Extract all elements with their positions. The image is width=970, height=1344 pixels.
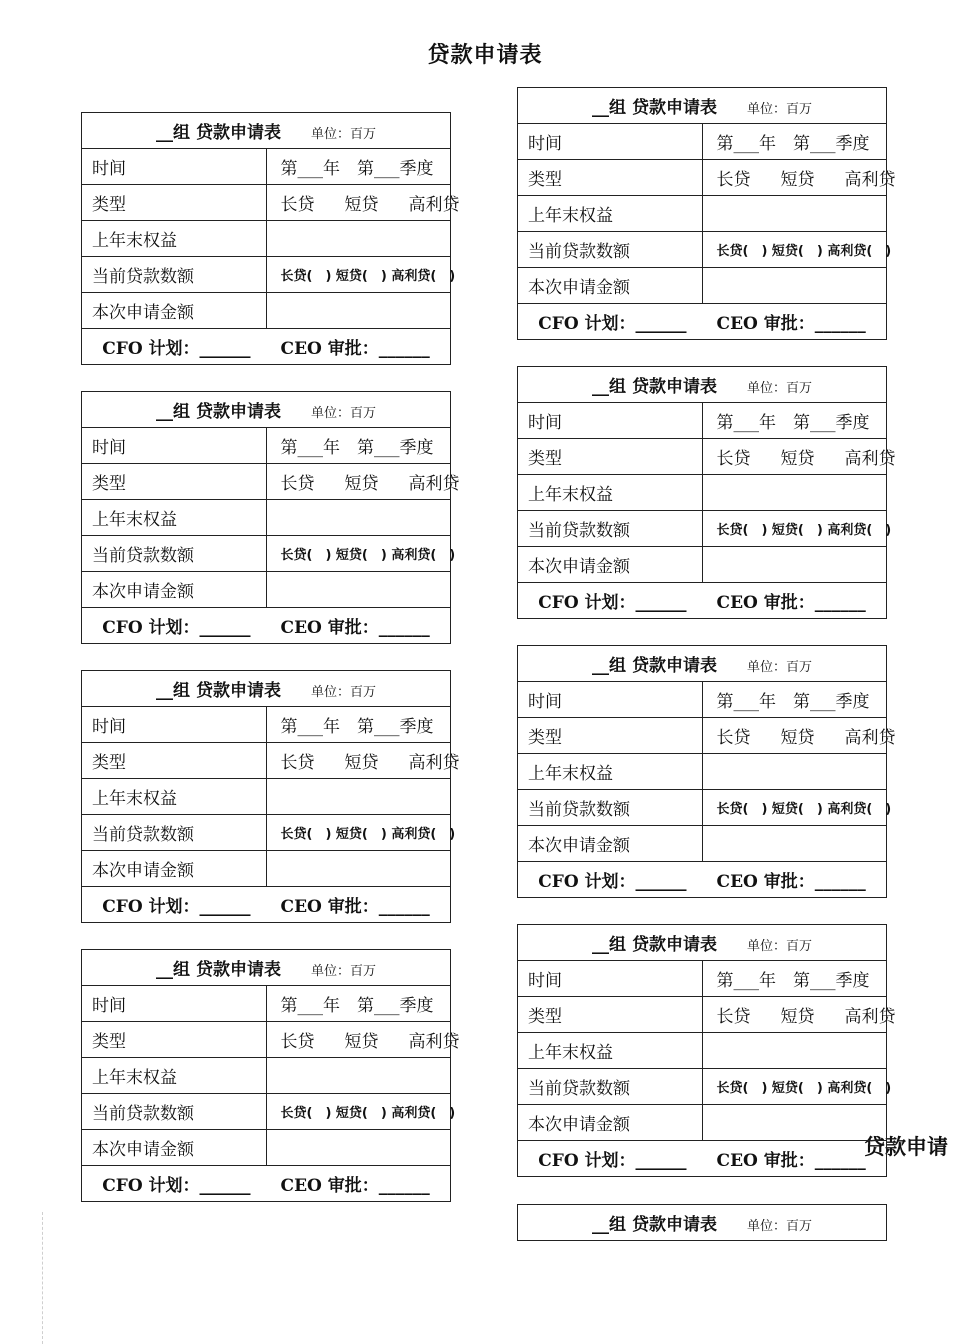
loan-application-form bbox=[517, 366, 896, 619]
equity-row bbox=[518, 1033, 887, 1069]
partial-page-title: 贷款申请 bbox=[864, 1134, 948, 1159]
unit-label: 单位：百万 bbox=[310, 964, 376, 979]
apply-amount-label: 本次申请金额 bbox=[82, 572, 267, 608]
ceo-approval[interactable]: CEO 审批：______ bbox=[716, 1151, 866, 1171]
type-option-long[interactable]: 长贷 bbox=[280, 1032, 315, 1052]
type-option-long[interactable]: 长贷 bbox=[280, 474, 315, 494]
loan-application-form bbox=[81, 949, 460, 1202]
ceo-approval[interactable]: CEO 审批：______ bbox=[280, 1176, 430, 1196]
current-loan-label: 当前贷款数额 bbox=[82, 257, 267, 293]
ceo-approval[interactable]: CEO 审批：______ bbox=[716, 872, 866, 892]
time-label: 时间 bbox=[82, 149, 267, 185]
cfo-plan[interactable]: CFO 计划：______ bbox=[102, 897, 251, 917]
type-option-long[interactable]: 长贷 bbox=[280, 753, 315, 773]
ceo-approval[interactable]: CEO 审批：______ bbox=[280, 897, 430, 917]
type-option-high[interactable]: 高利贷 bbox=[844, 1007, 896, 1027]
type-options[interactable] bbox=[702, 160, 896, 196]
type-row bbox=[518, 997, 887, 1033]
loan-application-form bbox=[517, 87, 896, 340]
apply-amount-label: 本次申请金额 bbox=[518, 826, 703, 862]
apply-amount-row bbox=[518, 547, 887, 583]
unit-label: 单位：百万 bbox=[746, 660, 812, 675]
group-blank: __组 bbox=[591, 935, 626, 955]
type-options[interactable] bbox=[266, 743, 460, 779]
current-loan-row bbox=[82, 257, 451, 293]
approval-cell bbox=[518, 862, 887, 898]
type-label: 类型 bbox=[518, 997, 703, 1033]
current-loan-row bbox=[518, 1069, 887, 1105]
type-option-high[interactable]: 高利贷 bbox=[408, 753, 460, 773]
approval-row bbox=[518, 583, 887, 619]
equity-field[interactable] bbox=[266, 221, 451, 257]
apply-amount-row bbox=[518, 1105, 887, 1141]
type-row bbox=[82, 464, 451, 500]
time-row bbox=[82, 149, 451, 185]
form-header bbox=[82, 950, 451, 986]
approval-cell bbox=[82, 887, 451, 923]
equity-label: 上年末权益 bbox=[82, 221, 267, 257]
form-title: 贷款申请表 bbox=[631, 1215, 717, 1235]
time-field[interactable]: 第___年 第___季度 bbox=[266, 428, 451, 464]
equity-field[interactable] bbox=[266, 1058, 451, 1094]
type-row bbox=[518, 439, 887, 475]
ceo-approval[interactable]: CEO 审批：______ bbox=[280, 618, 430, 638]
type-option-long[interactable]: 长贷 bbox=[280, 195, 315, 215]
loan-application-form bbox=[81, 112, 460, 365]
form-header bbox=[518, 1205, 887, 1241]
approval-row bbox=[518, 862, 887, 898]
type-option-high[interactable]: 高利贷 bbox=[844, 170, 896, 190]
form-header bbox=[518, 367, 887, 403]
type-option-short[interactable]: 短贷 bbox=[780, 728, 815, 748]
equity-label: 上年末权益 bbox=[518, 196, 703, 232]
equity-label: 上年末权益 bbox=[518, 475, 703, 511]
type-label: 类型 bbox=[82, 464, 267, 500]
time-label: 时间 bbox=[518, 403, 703, 439]
type-row bbox=[518, 718, 887, 754]
loan-application-form bbox=[81, 670, 460, 923]
equity-field[interactable] bbox=[266, 500, 451, 536]
equity-field[interactable] bbox=[702, 1033, 887, 1069]
time-row bbox=[518, 961, 887, 997]
form-header-row bbox=[518, 646, 887, 682]
current-loan-row bbox=[82, 536, 451, 572]
form-title: 贷款申请表 bbox=[195, 681, 281, 701]
approval-cell bbox=[518, 304, 887, 340]
current-loan-field[interactable]: 长贷( ) 短贷( ) 高利贷( ) bbox=[702, 1069, 887, 1105]
type-row bbox=[82, 185, 451, 221]
cfo-plan[interactable]: CFO 计划：______ bbox=[102, 1176, 251, 1196]
unit-label: 单位：百万 bbox=[746, 1219, 812, 1234]
type-option-high[interactable]: 高利贷 bbox=[408, 195, 460, 215]
type-row bbox=[518, 160, 887, 196]
time-label: 时间 bbox=[82, 707, 267, 743]
group-blank: __组 bbox=[155, 402, 190, 422]
loan-application-form bbox=[81, 391, 460, 644]
form-title: 贷款申请表 bbox=[631, 377, 717, 397]
form-title: 贷款申请表 bbox=[195, 123, 281, 143]
cfo-plan[interactable]: CFO 计划：______ bbox=[538, 314, 687, 334]
current-loan-field[interactable]: 长贷( ) 短贷( ) 高利贷( ) bbox=[266, 1094, 451, 1130]
time-row bbox=[518, 124, 887, 160]
time-label: 时间 bbox=[518, 961, 703, 997]
apply-amount-field[interactable] bbox=[702, 1105, 887, 1141]
type-row bbox=[82, 743, 451, 779]
form-header-row bbox=[82, 392, 451, 428]
loan-application-form bbox=[517, 645, 896, 898]
form-header-row bbox=[82, 113, 451, 149]
time-label: 时间 bbox=[518, 682, 703, 718]
time-label: 时间 bbox=[82, 428, 267, 464]
approval-cell bbox=[82, 1166, 451, 1202]
apply-amount-field[interactable] bbox=[266, 1130, 451, 1166]
cut-guide-line bbox=[42, 1212, 43, 1344]
form-header-row bbox=[518, 367, 887, 403]
time-field[interactable]: 第___年 第___季度 bbox=[266, 986, 451, 1022]
type-option-long[interactable]: 长贷 bbox=[716, 728, 751, 748]
type-option-short[interactable]: 短贷 bbox=[780, 1007, 815, 1027]
time-field[interactable]: 第___年 第___季度 bbox=[702, 961, 887, 997]
equity-label: 上年末权益 bbox=[82, 500, 267, 536]
group-blank: __组 bbox=[591, 656, 626, 676]
time-row bbox=[82, 707, 451, 743]
current-loan-label: 当前贷款数额 bbox=[82, 536, 267, 572]
type-option-high[interactable]: 高利贷 bbox=[844, 728, 896, 748]
type-option-high[interactable]: 高利贷 bbox=[408, 1032, 460, 1052]
cfo-plan[interactable]: CFO 计划：______ bbox=[102, 339, 251, 359]
approval-row bbox=[518, 304, 887, 340]
form-title: 贷款申请表 bbox=[195, 960, 281, 980]
apply-amount-row bbox=[82, 293, 451, 329]
current-loan-label: 当前贷款数额 bbox=[518, 511, 703, 547]
current-loan-field[interactable]: 长贷( ) 短贷( ) 高利贷( ) bbox=[702, 790, 887, 826]
approval-row bbox=[82, 1166, 451, 1202]
apply-amount-label: 本次申请金额 bbox=[518, 1105, 703, 1141]
loan-application-form-partial bbox=[517, 1204, 887, 1241]
ceo-approval[interactable]: CEO 审批：______ bbox=[716, 593, 866, 613]
time-row bbox=[82, 986, 451, 1022]
equity-field[interactable] bbox=[702, 754, 887, 790]
equity-label: 上年末权益 bbox=[82, 779, 267, 815]
type-option-short[interactable]: 短贷 bbox=[344, 474, 379, 494]
time-row bbox=[518, 682, 887, 718]
apply-amount-label: 本次申请金额 bbox=[82, 293, 267, 329]
type-option-short[interactable]: 短贷 bbox=[344, 1032, 379, 1052]
apply-amount-field[interactable] bbox=[266, 572, 451, 608]
time-field[interactable]: 第___年 第___季度 bbox=[702, 682, 887, 718]
approval-cell bbox=[82, 329, 451, 365]
form-header-row bbox=[82, 671, 451, 707]
apply-amount-row bbox=[518, 268, 887, 304]
type-label: 类型 bbox=[518, 718, 703, 754]
group-blank: __组 bbox=[155, 123, 190, 143]
form-header-row bbox=[518, 925, 887, 961]
apply-amount-row bbox=[518, 826, 887, 862]
unit-label: 单位：百万 bbox=[746, 102, 812, 117]
equity-row bbox=[518, 754, 887, 790]
approval-cell bbox=[82, 608, 451, 644]
equity-label: 上年末权益 bbox=[518, 754, 703, 790]
time-row bbox=[82, 428, 451, 464]
equity-row bbox=[82, 500, 451, 536]
type-label: 类型 bbox=[518, 439, 703, 475]
type-label: 类型 bbox=[82, 1022, 267, 1058]
equity-label: 上年末权益 bbox=[518, 1033, 703, 1069]
group-blank: __组 bbox=[155, 960, 190, 980]
equity-row bbox=[82, 221, 451, 257]
time-row bbox=[518, 403, 887, 439]
apply-amount-label: 本次申请金额 bbox=[82, 851, 267, 887]
type-label: 类型 bbox=[518, 160, 703, 196]
cfo-plan[interactable]: CFO 计划：______ bbox=[538, 593, 687, 613]
group-blank: __组 bbox=[591, 98, 626, 118]
current-loan-label: 当前贷款数额 bbox=[82, 1094, 267, 1130]
ceo-approval[interactable]: CEO 审批：______ bbox=[280, 339, 430, 359]
group-blank: __组 bbox=[155, 681, 190, 701]
form-header-row bbox=[518, 88, 887, 124]
unit-label: 单位：百万 bbox=[310, 406, 376, 421]
current-loan-label: 当前贷款数额 bbox=[518, 1069, 703, 1105]
current-loan-row bbox=[518, 511, 887, 547]
apply-amount-field[interactable] bbox=[702, 268, 887, 304]
form-header bbox=[82, 671, 451, 707]
approval-row bbox=[82, 329, 451, 365]
type-options[interactable] bbox=[266, 1022, 460, 1058]
apply-amount-row bbox=[82, 572, 451, 608]
type-options[interactable] bbox=[702, 997, 896, 1033]
apply-amount-field[interactable] bbox=[702, 547, 887, 583]
cfo-plan[interactable]: CFO 计划：______ bbox=[102, 618, 251, 638]
form-header bbox=[518, 925, 887, 961]
approval-row bbox=[82, 887, 451, 923]
type-option-long[interactable]: 长贷 bbox=[716, 1007, 751, 1027]
current-loan-row bbox=[518, 232, 887, 268]
type-option-short[interactable]: 短贷 bbox=[344, 753, 379, 773]
apply-amount-label: 本次申请金额 bbox=[82, 1130, 267, 1166]
type-option-short[interactable]: 短贷 bbox=[780, 449, 815, 469]
loan-application-form bbox=[517, 924, 896, 1177]
cfo-plan[interactable]: CFO 计划：______ bbox=[538, 1151, 687, 1171]
current-loan-label: 当前贷款数额 bbox=[518, 790, 703, 826]
page-title: 贷款申请表 bbox=[427, 42, 543, 68]
equity-label: 上年末权益 bbox=[82, 1058, 267, 1094]
current-loan-label: 当前贷款数额 bbox=[82, 815, 267, 851]
type-label: 类型 bbox=[82, 185, 267, 221]
time-field[interactable]: 第___年 第___季度 bbox=[266, 707, 451, 743]
apply-amount-field[interactable] bbox=[266, 293, 451, 329]
apply-amount-row bbox=[82, 851, 451, 887]
ceo-approval[interactable]: CEO 审批：______ bbox=[716, 314, 866, 334]
apply-amount-field[interactable] bbox=[266, 851, 451, 887]
type-option-short[interactable]: 短贷 bbox=[344, 195, 379, 215]
type-option-long[interactable]: 长贷 bbox=[716, 449, 751, 469]
current-loan-field[interactable]: 长贷( ) 短贷( ) 高利贷( ) bbox=[702, 511, 887, 547]
equity-field[interactable] bbox=[266, 779, 451, 815]
apply-amount-row bbox=[82, 1130, 451, 1166]
form-title: 贷款申请表 bbox=[631, 935, 717, 955]
type-option-high[interactable]: 高利贷 bbox=[844, 449, 896, 469]
time-field[interactable]: 第___年 第___季度 bbox=[702, 403, 887, 439]
type-row bbox=[82, 1022, 451, 1058]
form-header bbox=[518, 646, 887, 682]
unit-label: 单位：百万 bbox=[746, 381, 812, 396]
form-title: 贷款申请表 bbox=[195, 402, 281, 422]
form-header-row bbox=[82, 950, 451, 986]
type-option-high[interactable]: 高利贷 bbox=[408, 474, 460, 494]
time-label: 时间 bbox=[82, 986, 267, 1022]
unit-label: 单位：百万 bbox=[746, 939, 812, 954]
form-header bbox=[82, 392, 451, 428]
current-loan-row bbox=[82, 1094, 451, 1130]
apply-amount-label: 本次申请金额 bbox=[518, 547, 703, 583]
approval-cell bbox=[518, 1141, 887, 1177]
type-option-short[interactable]: 短贷 bbox=[780, 170, 815, 190]
apply-amount-label: 本次申请金额 bbox=[518, 268, 703, 304]
equity-row bbox=[82, 779, 451, 815]
time-label: 时间 bbox=[518, 124, 703, 160]
current-loan-row bbox=[82, 815, 451, 851]
equity-row bbox=[518, 196, 887, 232]
time-field[interactable]: 第___年 第___季度 bbox=[266, 149, 451, 185]
current-loan-field[interactable]: 长贷( ) 短贷( ) 高利贷( ) bbox=[266, 536, 451, 572]
type-options[interactable] bbox=[702, 439, 896, 475]
current-loan-field[interactable]: 长贷( ) 短贷( ) 高利贷( ) bbox=[702, 232, 887, 268]
current-loan-row bbox=[518, 790, 887, 826]
equity-row bbox=[518, 475, 887, 511]
current-loan-field[interactable]: 长贷( ) 短贷( ) 高利贷( ) bbox=[266, 815, 451, 851]
time-field[interactable]: 第___年 第___季度 bbox=[702, 124, 887, 160]
form-header-row bbox=[518, 1205, 887, 1241]
type-options[interactable] bbox=[266, 185, 460, 221]
type-options[interactable] bbox=[266, 464, 460, 500]
form-header bbox=[518, 88, 887, 124]
unit-label: 单位：百万 bbox=[310, 685, 376, 700]
type-option-long[interactable]: 长贷 bbox=[716, 170, 751, 190]
equity-field[interactable] bbox=[702, 196, 887, 232]
current-loan-field[interactable]: 长贷( ) 短贷( ) 高利贷( ) bbox=[266, 257, 451, 293]
form-header bbox=[82, 113, 451, 149]
approval-row bbox=[82, 608, 451, 644]
group-blank: __组 bbox=[591, 377, 626, 397]
group-blank: __组 bbox=[591, 1215, 626, 1235]
unit-label: 单位：百万 bbox=[310, 127, 376, 142]
current-loan-label: 当前贷款数额 bbox=[518, 232, 703, 268]
type-options[interactable] bbox=[702, 718, 896, 754]
equity-field[interactable] bbox=[702, 475, 887, 511]
type-label: 类型 bbox=[82, 743, 267, 779]
form-title: 贷款申请表 bbox=[631, 98, 717, 118]
form-title: 贷款申请表 bbox=[631, 656, 717, 676]
approval-cell bbox=[518, 583, 887, 619]
cfo-plan[interactable]: CFO 计划：______ bbox=[538, 872, 687, 892]
equity-row bbox=[82, 1058, 451, 1094]
apply-amount-field[interactable] bbox=[702, 826, 887, 862]
approval-row bbox=[518, 1141, 887, 1177]
